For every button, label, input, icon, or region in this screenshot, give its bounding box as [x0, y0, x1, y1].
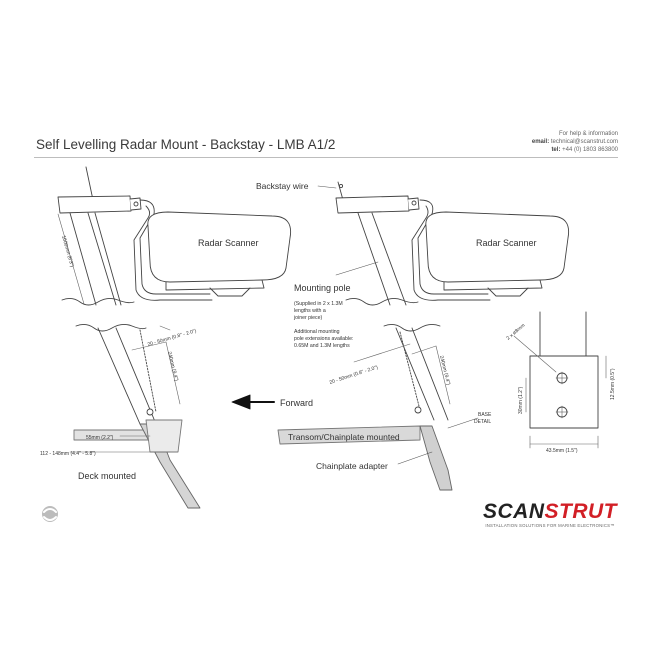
- brand-logo: [480, 500, 620, 528]
- scanner-label-right: Radar Scanner: [476, 238, 537, 248]
- base-detail-drawing: [514, 312, 606, 448]
- svg-text:lengths with a: lengths with a: [294, 308, 326, 314]
- scanner-label-left: Radar Scanner: [198, 238, 259, 248]
- tel-value: +44 (0) 1803 863800: [562, 147, 618, 153]
- mounting-pole-note: [293, 301, 353, 349]
- brand-word-a: SCAN: [482, 500, 545, 523]
- mounting-pole-label: Mounting pole: [294, 283, 351, 293]
- clamp-head-left: [58, 196, 131, 213]
- transom-label: Transom/Chainplate mounted: [288, 432, 400, 442]
- tel-label: tel:: [551, 147, 561, 153]
- dim-offset: 55mm (2.2"): [86, 435, 114, 441]
- dim-base-range: 112 - 148mm (4.4" - 5.8"): [40, 451, 96, 457]
- adapter-label: Chainplate adapter: [316, 461, 388, 471]
- dim-bracket-height-left: 240mm (9.4"): [166, 351, 180, 382]
- swirl-logo-icon: [42, 506, 58, 522]
- base-detail-label-2: DETAIL: [474, 419, 492, 425]
- dim-width: 43.5mm (1.5"): [546, 448, 578, 454]
- backstay-wire-left: [86, 167, 93, 200]
- dim-edge: 12.5mm (0.5"): [610, 368, 616, 400]
- clamp-head-right: [336, 196, 409, 213]
- svg-text:0.65M and 1.3M lengths: 0.65M and 1.3M lengths: [294, 343, 350, 349]
- dim-spacing: 30mm (1.2"): [518, 386, 524, 414]
- brand-tagline: INSTALLATION SOLUTIONS FOR MARINE ELECTRONICS™: [485, 523, 615, 528]
- svg-text:pole extensions available:: pole extensions available:: [294, 336, 354, 342]
- dim-clamp-top-left: 20 - 50mm (0.8" - 2.0"): [146, 328, 198, 348]
- dim-bracket-height-right: 240mm (9.4"): [438, 355, 452, 386]
- svg-text:Additional mounting: Additional mounting: [294, 329, 340, 335]
- backstay-label: Backstay wire: [256, 181, 309, 191]
- forward-label: Forward: [280, 398, 314, 408]
- email-label: email:: [531, 139, 550, 145]
- brand-word-b: STRUT: [544, 500, 617, 523]
- base-detail-label-1: BASE: [478, 412, 492, 418]
- help-heading: For help & information: [558, 131, 618, 137]
- dim-holes: 2 x ø8mm: [505, 322, 527, 342]
- dim-clamp-right: 20 - 50mm (0.8" - 2.0"): [328, 364, 379, 386]
- svg-text:joiner piece): joiner piece): [294, 315, 323, 321]
- brand-wordmark: [480, 500, 620, 524]
- caption-deck-mounted: Deck mounted: [78, 471, 137, 481]
- email-value: technical@scanstrut.com: [550, 139, 618, 145]
- dim-pole-length: 1600mm (6'3"): [60, 234, 75, 268]
- page-title: Self Levelling Radar Mount - Backstay - LMB A1/2: [36, 137, 336, 152]
- forward-arrow: [232, 395, 274, 409]
- svg-text:(Supplied in 2 x 1.3M: (Supplied in 2 x 1.3M: [294, 301, 343, 307]
